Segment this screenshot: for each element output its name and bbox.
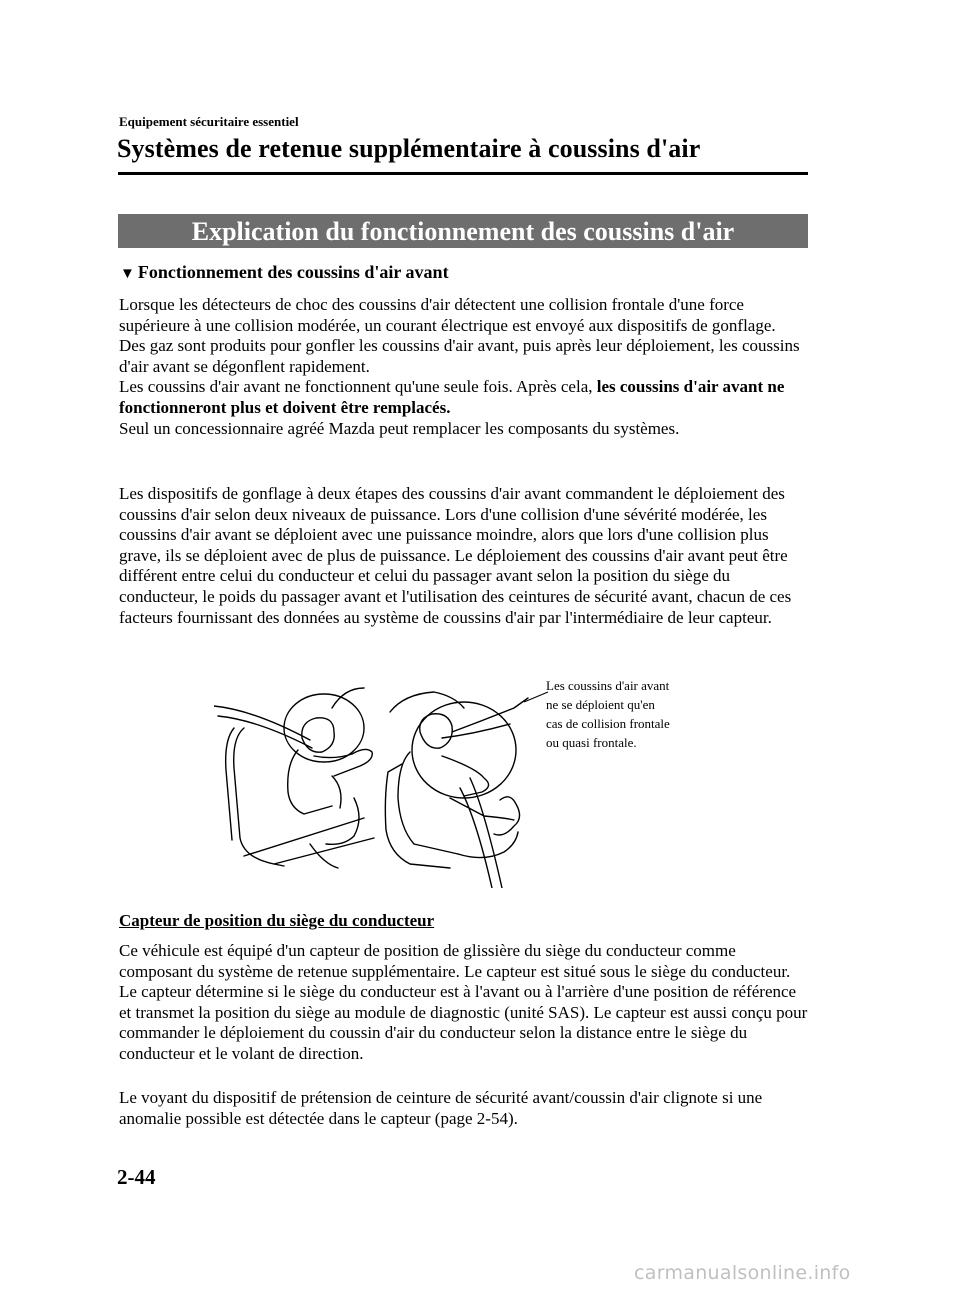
section-label: Equipement sécuritaire essentiel	[119, 114, 299, 129]
paragraph: Ce véhicule est équipé d'un capteur de position de glissière du siège du conducteur comme composant du système de retenue supplémentaire. Le capteur est situé sous le siège du conducteur. Le capteur détermine si le siège du conducteur est à l'avant ou à l'arrière d'une position de référence et transmet la position du siège au module de diagnostic (unité SAS). Le capteur est aussi conçu pour commander le déploiement du coussin d'air du conducteur selon la distance entre le siège du conducteur et le volant de direction.	[119, 941, 808, 1063]
triangle-down-icon: ▼	[120, 266, 135, 282]
chapter-title: Systèmes de retenue supplémentaire à coussins d'air	[117, 134, 701, 163]
caption-line: cas de collision frontale	[546, 716, 670, 731]
paragraph: Des gaz sont produits pour gonfler les coussins d'air avant, puis après leur déploiement, les coussins d'air avant se dégonflent rapidement.	[119, 336, 800, 376]
chapter-divider	[118, 172, 808, 175]
page-number: 2-44	[117, 1165, 156, 1189]
paragraph-text: Les coussins d'air avant ne fonctionnent qu'une seule fois. Après cela,	[119, 377, 597, 397]
caption-line: ou quasi frontale.	[546, 735, 637, 750]
subsection-heading	[120, 262, 449, 283]
paragraph: Le voyant du dispositif de prétension de ceinture de sécurité avant/coussin d'air clignote si une anomalie possible est détectée dans le capteur (page 2-54).	[119, 1088, 763, 1128]
watermark: carmanualsonline.info	[634, 1262, 851, 1284]
front-airbag-text-block	[119, 295, 809, 439]
figure-caption	[546, 676, 716, 752]
driver-seat-sensor-heading: Capteur de position du siège du conducteur	[119, 911, 435, 930]
driver-seat-sensor-text	[119, 941, 809, 1065]
paragraph: Lorsque les détecteurs de choc des coussins d'air détectent une collision frontale d'une force supérieure à une collision modérée, un courant électrique est envoyé aux dispositifs de gonflage.	[119, 295, 776, 335]
emphasis-text: les coussins d'air avant ne fonctionneront plus et doivent être remplacés.	[119, 377, 785, 417]
paragraph: Seul un concessionnaire agréé Mazda peut remplacer les composants du systèmes.	[119, 418, 680, 438]
subsection-heading-text: Fonctionnement des coussins d'air avant	[137, 262, 449, 282]
caption-line: ne se déploient qu'en	[546, 697, 655, 712]
caption-line: Les coussins d'air avant	[546, 678, 670, 693]
section-banner: Explication du fonctionnement des coussins d'air	[118, 214, 808, 248]
two-stage-inflator-text	[119, 484, 809, 628]
paragraph	[119, 377, 809, 418]
warning-light-text	[119, 1088, 809, 1129]
paragraph: Les dispositifs de gonflage à deux étapes des coussins d'air avant commandent le déploiement des coussins d'air selon deux niveaux de puissance. Lors d'une collision d'une sévérité modérée, les coussins d'air avant se déploient avec une puissance moindre, alors que lors d'une collision plus grave, ils se déploient avec de plus de puissance. Le déploiement des coussins d'air avant peut être différent entre celui du conducteur et celui du passager avant selon la position du siège du conducteur, le poids du passager avant et l'utilisation des ceintures de sécurité avant, chacun de ces facteurs fournissant des données au système de coussins d'air par l'intermédiaire de leur capteur.	[119, 484, 792, 627]
